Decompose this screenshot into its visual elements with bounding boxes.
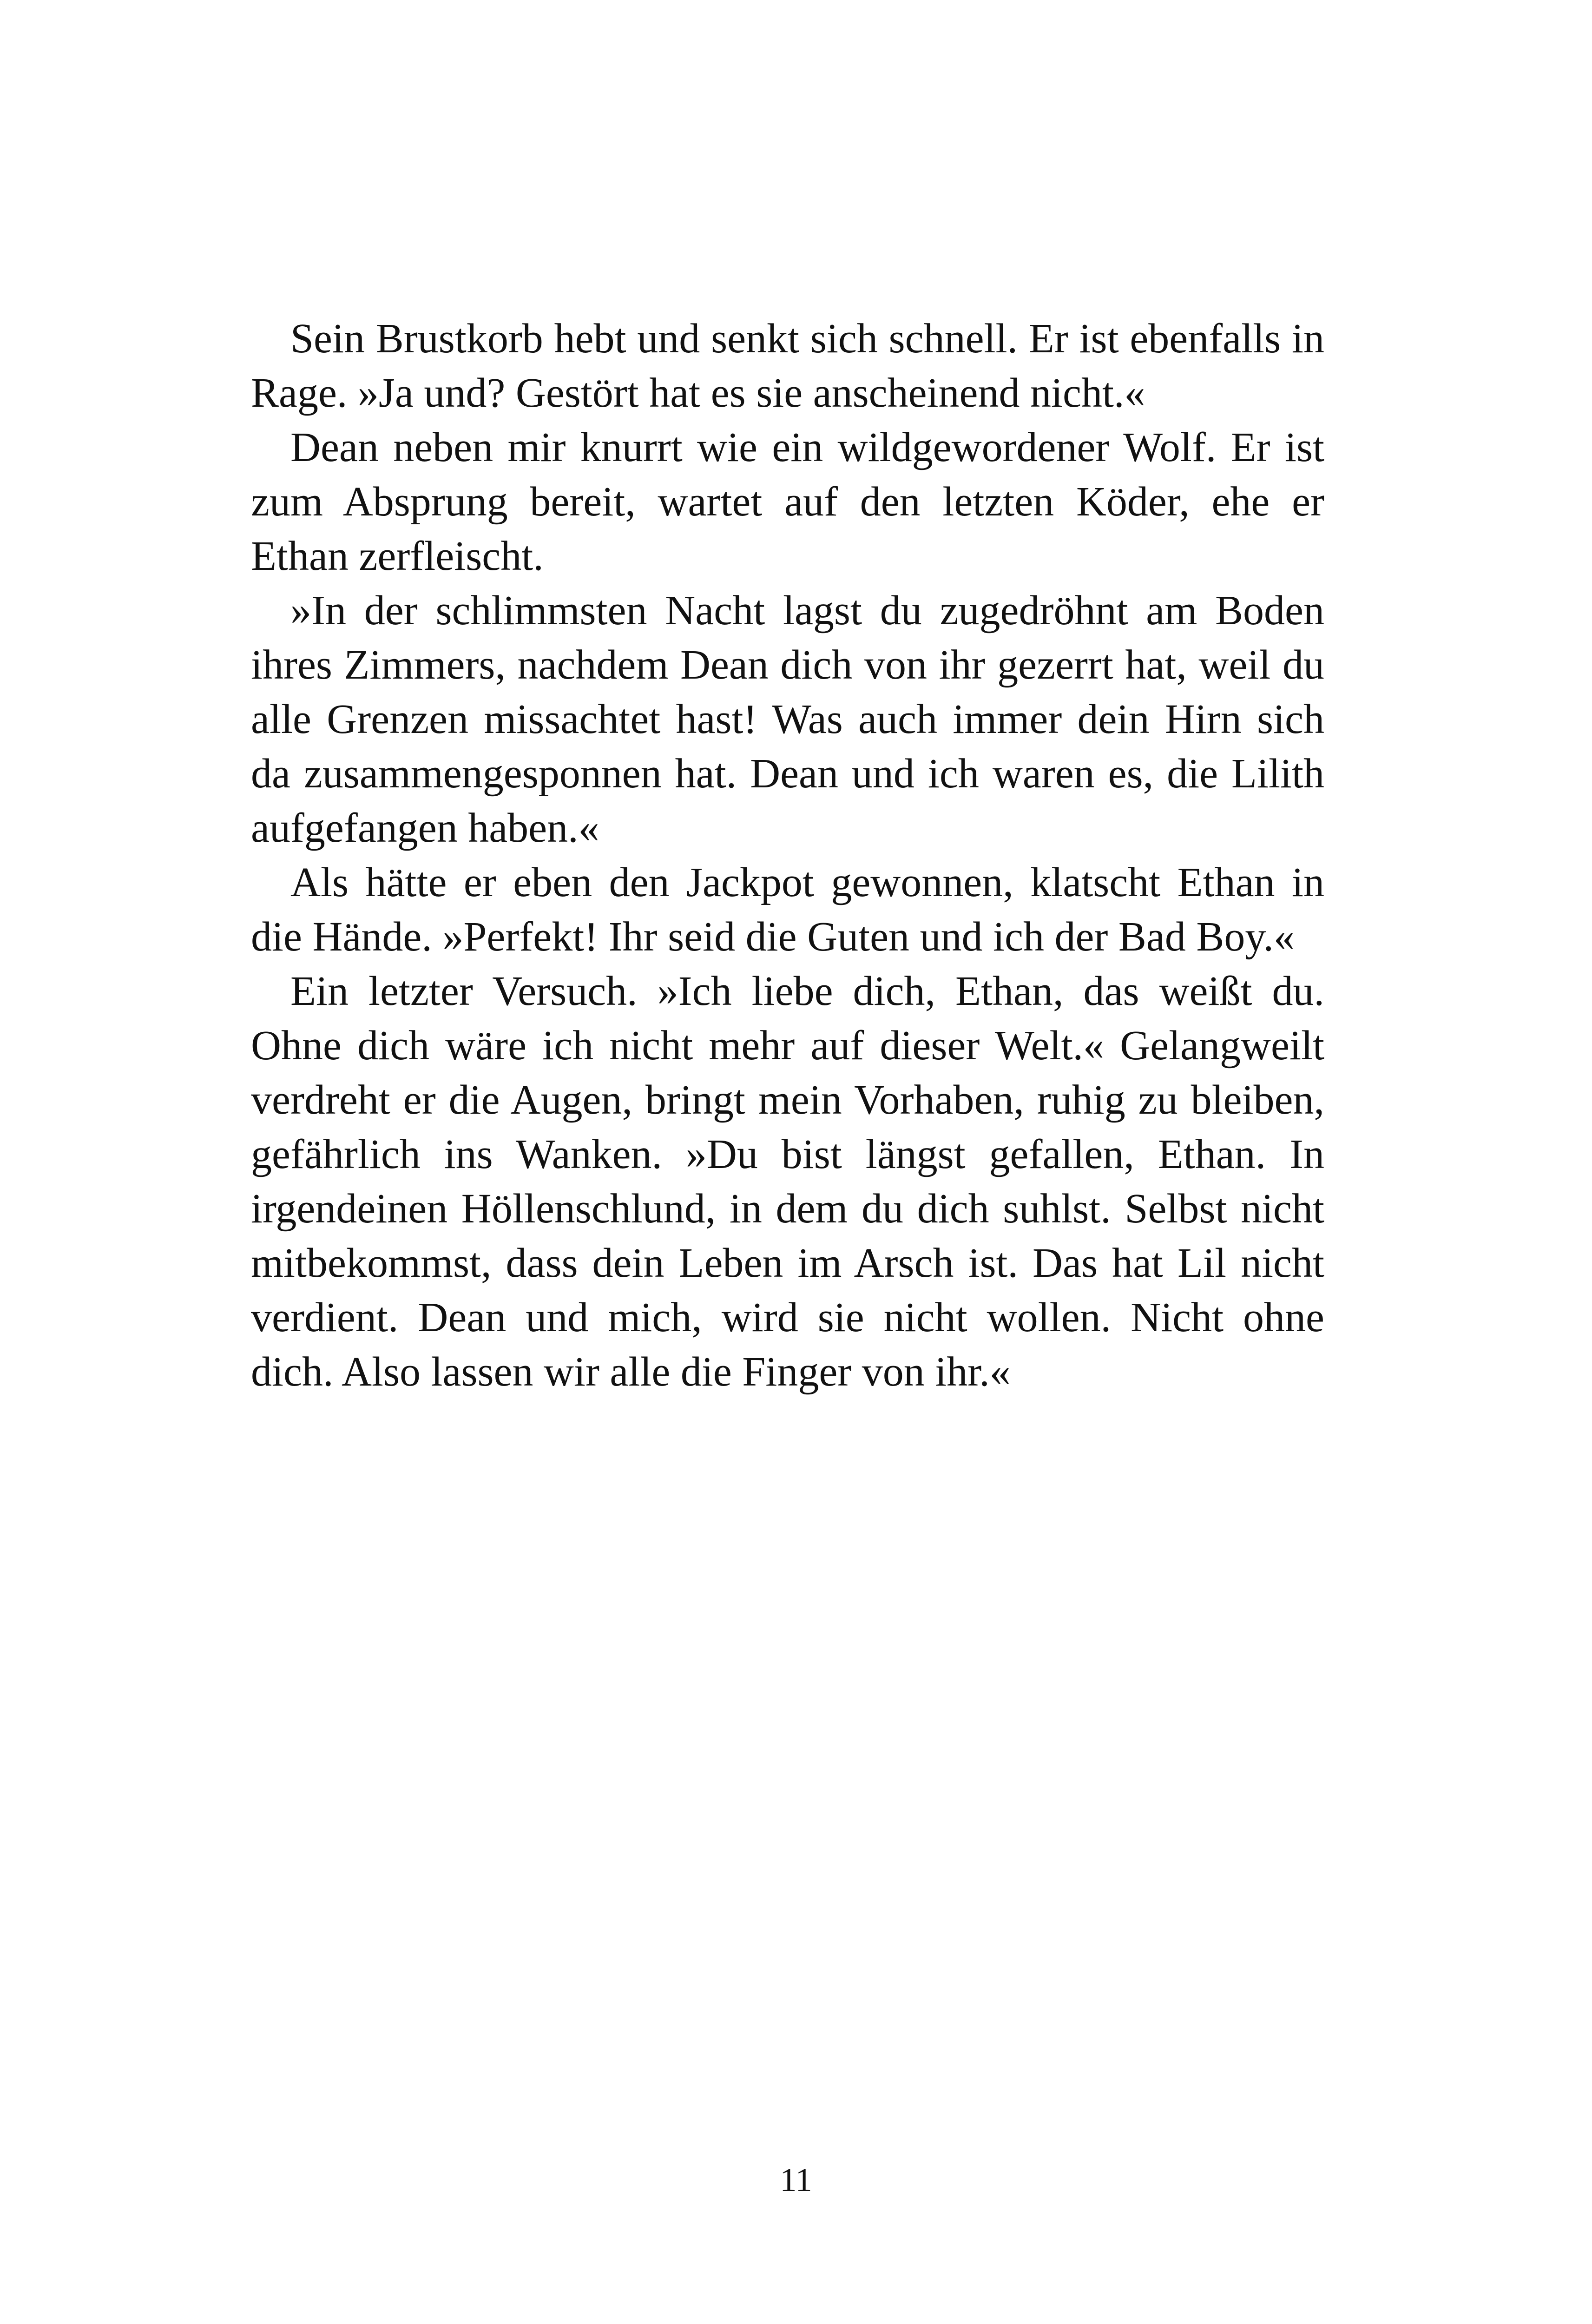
paragraph: Dean neben mir knurrt wie ein wildgewordener Wolf. Er ist zum Absprung bereit, wartet auf den letzten Köder, ehe er Ethan zerfleischt. <box>251 424 1324 579</box>
page-number: 11 <box>780 2161 812 2199</box>
paragraph: Ein letzter Versuch. »Ich liebe dich, Ethan, das weißt du. Ohne dich wäre ich nicht mehr auf dieser Welt.« Gelangweilt verdreht er die Augen, bringt mein Vorhaben, ruhig zu bleiben, gefährlich ins Wanken. »Du bist längst gefallen, Ethan. In irgendeinen Höllenschlund, in dem du dich suhlst. Selbst nicht mitbekommst, dass dein Leben im Arsch ist. Das hat Lil nicht verdient. Dean und mich, wird sie nicht wollen. Nicht ohne dich. Also lassen wir alle die Finger von ihr.« <box>251 968 1324 1395</box>
paragraph: Sein Brustkorb hebt und senkt sich schnell. Er ist ebenfalls in Rage. »Ja und? Gestört hat es sie anscheinend nicht.« <box>251 316 1324 416</box>
paragraph: »In der schlimmsten Nacht lagst du zugedröhnt am Boden ihres Zimmers, nachdem Dean dich von ihr gezerrt hat, weil du alle Grenzen missachtet hast! Was auch immer dein Hirn sich da zusammengesponnen hat. Dean und ich waren es, die Lilith aufgefangen haben.« <box>251 588 1324 851</box>
paragraph: Als hätte er eben den Jackpot gewonnen, klatscht Ethan in die Hände. »Perfekt! Ihr seid die Guten und ich der Bad Boy.« <box>251 859 1324 960</box>
body-text <box>251 311 1324 1399</box>
